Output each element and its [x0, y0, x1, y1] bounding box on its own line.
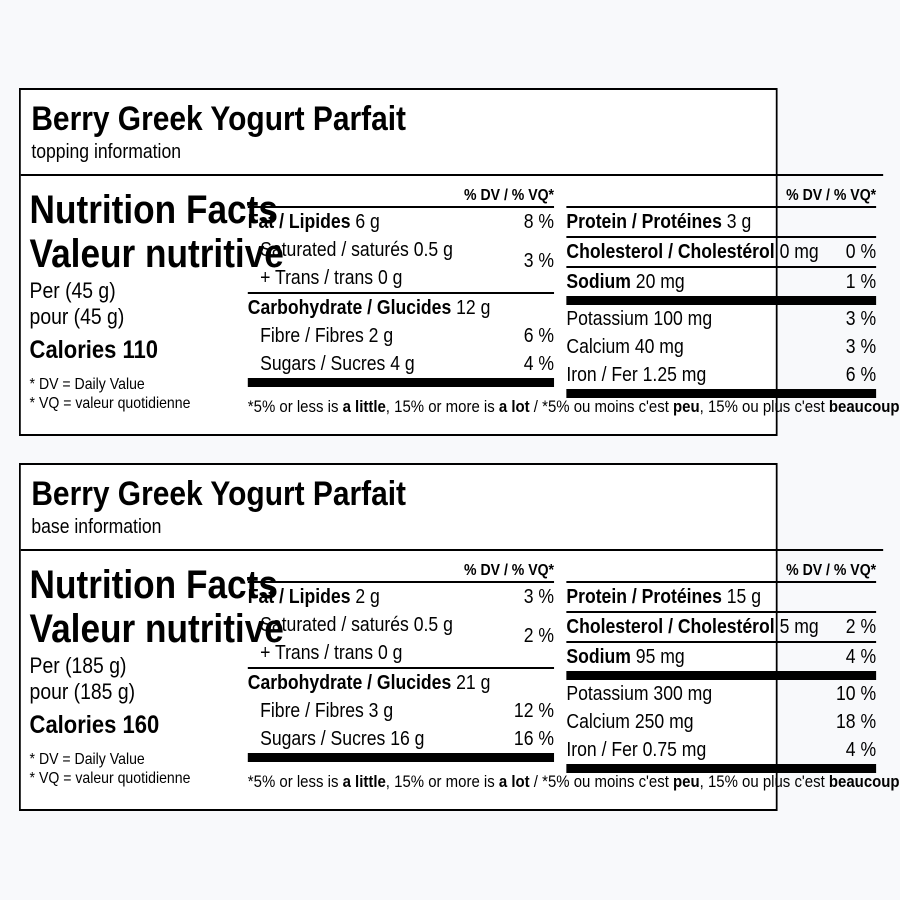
dv-footnote: [248, 772, 900, 792]
trans-row: + Trans / trans 0 g: [260, 267, 403, 289]
fat-percent: 3 %: [523, 586, 555, 608]
footnote-part: , 15% ou plus c'est: [699, 772, 829, 791]
fat-row: [248, 208, 554, 236]
sat-trans-group: [248, 611, 554, 669]
sodium-row: [566, 643, 876, 680]
cholesterol-percent: 2 %: [845, 616, 877, 638]
fat-label: Fat / Lipides: [247, 586, 351, 608]
footnote-part: , 15% ou plus c'est: [699, 397, 829, 416]
saturated-row: Saturated / saturés 0.5 g: [260, 614, 453, 636]
calcium-row: [566, 333, 876, 361]
iron-percent: 6 %: [845, 364, 877, 386]
dv-footnote: [248, 397, 900, 417]
trans-row: + Trans / trans 0 g: [260, 642, 403, 664]
sugar-percent: 4 %: [523, 353, 555, 375]
fat-amount: 2 g: [355, 586, 380, 608]
footnote-beaucoup: beaucoup: [828, 397, 900, 416]
fibre-row: [248, 322, 554, 350]
fibre-label: Fibre / Fibres 2 g: [260, 325, 394, 347]
iron-label: Iron / Fer 1.25 mg: [566, 364, 707, 386]
serving-en: Per (45 g): [29, 278, 116, 303]
nutrition-facts-heading: [30, 188, 284, 276]
dv-notes: [30, 375, 191, 413]
vq-note: * VQ = valeur quotidienne: [29, 395, 191, 412]
sugar-row: [248, 350, 554, 387]
fibre-percent: 12 %: [513, 700, 555, 722]
nutrition-label-base: [19, 463, 900, 811]
sodium-label: Sodium: [566, 271, 631, 293]
serving-size: [30, 278, 125, 330]
serving-en: Per (185 g): [29, 653, 127, 678]
sodium-amount: 20 mg: [635, 271, 685, 293]
fat-label: Fat / Lipides: [247, 211, 351, 233]
sat-trans-percent: 2 %: [523, 625, 555, 647]
dv-note: * DV = Daily Value: [29, 376, 145, 393]
sugar-percent: 16 %: [513, 728, 555, 750]
cholesterol-amount: 0 mg: [779, 241, 819, 263]
dv-note: * DV = Daily Value: [29, 751, 145, 768]
carb-label: Carbohydrate / Glucides: [247, 297, 452, 319]
footnote-beaucoup: beaucoup: [828, 772, 900, 791]
sat-trans-group: [248, 236, 554, 294]
product-title: Berry Greek Yogurt Parfait: [31, 475, 407, 513]
calcium-percent: 3 %: [845, 336, 877, 358]
sat-trans-percent: 3 %: [523, 250, 555, 272]
footnote-part: *5% or less is: [247, 772, 343, 791]
sodium-label: Sodium: [566, 646, 631, 668]
protein-row: [566, 208, 876, 238]
iron-row: [566, 361, 876, 398]
footnote-part: / *5% ou moins c'est: [529, 397, 674, 416]
sugar-label: Sugars / Sucres 4 g: [260, 353, 415, 375]
potassium-percent: 3 %: [845, 308, 877, 330]
divider: [21, 174, 883, 176]
cholesterol-label: Cholesterol / Cholestérol: [566, 616, 775, 638]
serving-fr: pour (45 g): [29, 304, 125, 329]
carb-label: Carbohydrate / Glucides: [247, 672, 452, 694]
product-subtitle: base information: [31, 516, 162, 538]
heading-fr: Valeur nutritive: [29, 232, 284, 276]
cholesterol-row: [566, 613, 876, 643]
footnote-lot: a lot: [498, 772, 530, 791]
footnote-little: a little: [342, 397, 386, 416]
protein-amount: 3 g: [726, 211, 752, 233]
saturated-row: Saturated / saturés 0.5 g: [260, 239, 453, 261]
vq-note: * VQ = valeur quotidienne: [29, 770, 191, 787]
cholesterol-row: [566, 238, 876, 268]
potassium-percent: 10 %: [835, 683, 877, 705]
fat-row: [248, 583, 554, 611]
calories: Calories 110: [29, 336, 158, 364]
calcium-label: Calcium 250 mg: [566, 711, 694, 733]
fibre-label: Fibre / Fibres 3 g: [260, 700, 394, 722]
potassium-label: Potassium 100 mg: [566, 308, 713, 330]
calcium-label: Calcium 40 mg: [566, 336, 684, 358]
dv-header: % DV / % VQ*: [248, 185, 554, 208]
dv-header: % DV / % VQ*: [566, 185, 876, 208]
potassium-row: [566, 680, 876, 708]
sugar-label: Sugars / Sucres 16 g: [260, 728, 425, 750]
footnote-part: *5% or less is: [247, 397, 343, 416]
cholesterol-percent: 0 %: [845, 241, 877, 263]
iron-label: Iron / Fer 0.75 mg: [566, 739, 707, 761]
nutrition-label-topping: [19, 88, 900, 436]
sugar-row: [248, 725, 554, 762]
cholesterol-amount: 5 mg: [779, 616, 819, 638]
heading-en: Nutrition Facts: [29, 563, 278, 607]
dv-header: % DV / % VQ*: [566, 560, 876, 583]
carb-row: [248, 669, 554, 697]
nutrients-column-left: [248, 185, 554, 387]
cholesterol-label: Cholesterol / Cholestérol: [566, 241, 775, 263]
dv-notes: [30, 750, 191, 788]
calcium-row: [566, 708, 876, 736]
protein-label: Protein / Protéines: [566, 586, 722, 608]
divider: [21, 549, 883, 551]
serving-size: [30, 653, 135, 705]
heading-en: Nutrition Facts: [29, 188, 278, 232]
fat-amount: 6 g: [355, 211, 380, 233]
calories: Calories 160: [29, 711, 160, 739]
footnote-part: , 15% or more is: [385, 772, 499, 791]
protein-label: Protein / Protéines: [566, 211, 722, 233]
iron-row: [566, 736, 876, 773]
footnote-lot: a lot: [498, 397, 530, 416]
footnote-part: , 15% or more is: [385, 397, 499, 416]
potassium-row: [566, 305, 876, 333]
sodium-percent: 4 %: [845, 646, 877, 668]
protein-amount: 15 g: [726, 586, 762, 608]
calcium-percent: 18 %: [835, 711, 877, 733]
sodium-amount: 95 mg: [635, 646, 685, 668]
nutrients-column-left: [248, 560, 554, 762]
product-subtitle: topping information: [31, 141, 182, 163]
nutrients-column-right: [566, 560, 876, 773]
dv-header: % DV / % VQ*: [248, 560, 554, 583]
protein-row: [566, 583, 876, 613]
sodium-row: [566, 268, 876, 305]
footnote-peu: peu: [673, 772, 700, 791]
carb-amount: 12 g: [456, 297, 491, 319]
fibre-row: [248, 697, 554, 725]
iron-percent: 4 %: [845, 739, 877, 761]
potassium-label: Potassium 300 mg: [566, 683, 713, 705]
carb-amount: 21 g: [456, 672, 491, 694]
sodium-percent: 1 %: [845, 271, 877, 293]
nutrients-column-right: [566, 185, 876, 398]
heading-fr: Valeur nutritive: [29, 607, 284, 651]
fibre-percent: 6 %: [523, 325, 555, 347]
footnote-peu: peu: [673, 397, 700, 416]
carb-row: [248, 294, 554, 322]
product-title: Berry Greek Yogurt Parfait: [31, 100, 407, 138]
footnote-part: / *5% ou moins c'est: [529, 772, 674, 791]
serving-fr: pour (185 g): [29, 679, 136, 704]
fat-percent: 8 %: [523, 211, 555, 233]
nutrition-facts-heading: [30, 563, 284, 651]
footnote-little: a little: [342, 772, 386, 791]
